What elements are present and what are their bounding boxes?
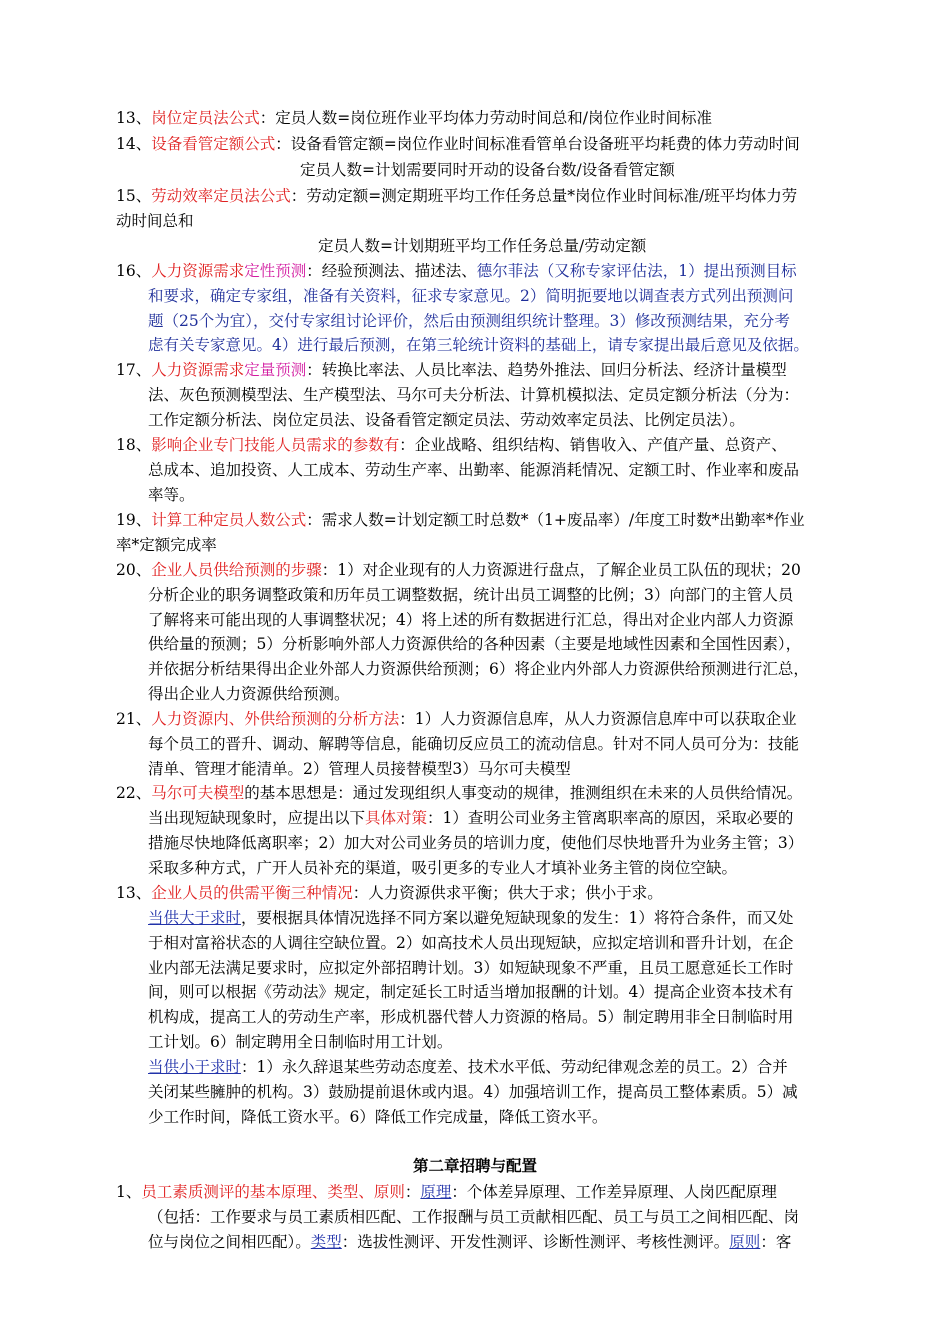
item-title: 人力资源需求 xyxy=(151,262,245,280)
item-title: 企业人员供给预测的步骤 xyxy=(151,561,322,579)
item-13b-line-1 xyxy=(116,882,663,904)
text-run: 当出现短缺现象时，应提出以下 xyxy=(148,809,366,827)
item-18-line-1 xyxy=(116,434,787,456)
item-number: 15、 xyxy=(116,187,152,205)
text-run: ：1）永久辞退某些劳动态度差、技术水平低、劳动纪律观念差的员工。2）合并 xyxy=(241,1058,788,1076)
item-title: 计算工种定员人数公式 xyxy=(151,511,307,529)
item-title: 影响企业专门技能人员需求的参数有 xyxy=(151,436,400,454)
item-title: 马尔可夫模型 xyxy=(151,784,245,802)
item-title: 劳动效率定员法公式 xyxy=(151,187,291,205)
ch2-item-1-line-1 xyxy=(116,1181,777,1203)
type-link[interactable]: 类型 xyxy=(310,1233,342,1251)
colon: ： xyxy=(259,109,276,127)
colon: ： xyxy=(306,361,322,379)
item-21-line-1 xyxy=(116,708,797,730)
item-17-line-1 xyxy=(116,359,787,381)
item-13-line-1 xyxy=(116,107,712,129)
text-run: ：客 xyxy=(760,1233,792,1251)
item-body: 企业战略、组织结构、销售收入、产值产量、总资产、 xyxy=(414,436,787,454)
item-18-line-3: 率等。 xyxy=(148,486,195,504)
item-20-line-1 xyxy=(116,559,801,581)
item-title-rest: 的基本思想是 xyxy=(244,784,338,802)
item-title-highlight: 定性预测 xyxy=(244,262,307,280)
item-body: 需求人数=计划定额工时总数*（1+废品率）/年度工时数*出勤率*作业 xyxy=(321,511,805,529)
item-number: 20、 xyxy=(116,561,152,579)
item-body: 1）人力资源信息库，从人力资源信息库中可以获取企业 xyxy=(414,710,797,728)
item-20-line-3: 了解将来可能出现的人事调整状况；4）将上述的所有数据进行汇总，得出对企业内部人力资源 xyxy=(148,611,794,629)
highlight-term: 具体对策 xyxy=(365,809,428,827)
item-14-line-1 xyxy=(116,133,800,155)
item-20-line-5: 并依据分析结果得出企业外部人力资源供给预测；6）将企业内外部人力资源供给预测进行汇总， xyxy=(148,660,809,678)
item-title: 员工素质测评的基本原理、类型、原则 xyxy=(141,1183,405,1201)
item-16-line-1 xyxy=(116,260,797,282)
item-body: 劳动定额=测定期班平均工作任务总量*岗位作业时间标准/班平均体力劳 xyxy=(306,187,798,205)
item-number: 22、 xyxy=(116,784,152,802)
item-number: 1、 xyxy=(116,1183,142,1201)
item-18-line-2: 总成本、追加投资、人工成本、劳动生产率、出勤率、能源消耗情况、定额工时、作业率和废品 xyxy=(148,461,800,479)
colon: ： xyxy=(275,135,291,153)
item-title: 岗位定员法公式 xyxy=(151,109,260,127)
item-21-line-3: 清单、管理才能清单。2）管理人员接替模型3）马尔可夫模型 xyxy=(148,760,571,778)
item-number: 18、 xyxy=(116,436,152,454)
supply-exceeds-demand-link[interactable]: 当供大于求时 xyxy=(148,909,242,927)
colon: ： xyxy=(306,511,322,529)
supply-exceeds-line-2: 于相对富裕状态的人调往空缺位置。2）如高技术人员出现短缺，应拟定培训和晋升计划，在企 xyxy=(148,934,794,952)
item-number: 13、 xyxy=(116,884,152,902)
item-16-line-2: 和要求，确定专家组，准备有关资料，征求专家意见。2）简明扼要地以调查表方式列出预测问 xyxy=(148,287,794,305)
text-run: ，要根据具体情况选择不同方案以避免短缺现象的发生：1）将符合条件，而又处 xyxy=(241,909,794,927)
item-22-line-1 xyxy=(116,782,802,804)
item-22-line-3: 措施尽快地降低离职率；2）加大对公司业务员的培训力度，使他们尽快地晋升为业务主管；3） xyxy=(148,834,804,852)
item-title: 设备看管定额公式 xyxy=(151,135,276,153)
chapter-heading: 第二章招聘与配置 xyxy=(412,1156,537,1175)
item-body-blue: 德尔菲法（又称专家评估法，1）提出预测目标 xyxy=(476,262,797,280)
item-15-line-1 xyxy=(116,185,797,207)
item-number: 19、 xyxy=(116,511,152,529)
item-title: 人力资源内、外供给预测的分析方法 xyxy=(151,710,400,728)
supply-exceeds-line-6: 工计划。6）制定聘用全日制临时用工计划。 xyxy=(148,1033,453,1051)
rule-link[interactable]: 原则 xyxy=(729,1233,761,1251)
item-19-line-1 xyxy=(116,509,805,531)
colon: ： xyxy=(321,561,338,579)
item-body: 通过发现组织人事变动的规律，推测组织在未来的人员供给情况。 xyxy=(352,784,803,802)
item-title-highlight: 定量预测 xyxy=(244,361,307,379)
ch2-item-1-line-3 xyxy=(148,1231,791,1253)
text-run: ：选拔性测评、开发性测评、诊断性测评、考核性测评。 xyxy=(341,1233,730,1251)
item-20-line-2: 分析企业的职务调整政策和历年员工调整数据，统计出员工调整的比例；3）向部门的主管人员 xyxy=(148,586,794,604)
item-body: 人力资源供求平衡；供大于求；供小于求。 xyxy=(368,884,663,902)
supply-short-line-1 xyxy=(148,1056,788,1078)
item-body: 转换比率法、人员比率法、趋势外推法、回归分析法、经济计量模型 xyxy=(321,361,787,379)
item-number: 17、 xyxy=(116,361,152,379)
item-21-line-2: 每个员工的晋升、调动、解聘等信息，能确切反应员工的流动信息。针对不同人员可分为：技能 xyxy=(148,735,800,753)
colon: ： xyxy=(352,884,369,902)
item-number: 21、 xyxy=(116,710,152,728)
item-16-line-3: 题（25个为宜），交付专家组讨论评价，然后由预测组织统计整理。3）修改预测结果，充分考 xyxy=(148,312,790,330)
item-number: 14、 xyxy=(116,135,152,153)
supply-short-line-2: 关闭某些臃肿的机构。3）鼓励提前退休或内退。4）加强培训工作，提高员工整体素质。5）减 xyxy=(148,1083,798,1101)
supply-exceeds-line-1 xyxy=(148,907,793,929)
item-17-line-2: 法、灰色预测模型法、生产模型法、马尔可夫分析法、计算机模拟法、定员定额分析法（分为： xyxy=(148,386,800,404)
item-title: 企业人员的供需平衡三种情况 xyxy=(151,884,353,902)
item-body: 经验预测法、描述法、 xyxy=(321,262,477,280)
item-20-line-6: 得出企业人力资源供给预测。 xyxy=(148,685,350,703)
supply-below-demand-link[interactable]: 当供小于求时 xyxy=(148,1058,242,1076)
item-15-line-2: 动时间总和 xyxy=(116,212,194,230)
colon: ： xyxy=(337,784,353,802)
item-number: 16、 xyxy=(116,262,152,280)
supply-short-line-3: 少工作时间，降低工资水平。6）降低工作完成量，降低工资水平。 xyxy=(148,1108,608,1126)
supply-exceeds-line-5: 机构成，提高工人的劳动生产率，形成机器代替人力资源的格局。5）制定聘用非全日制临时用 xyxy=(148,1008,794,1026)
principle-link[interactable]: 原理 xyxy=(420,1183,452,1201)
item-title: 人力资源需求 xyxy=(151,361,245,379)
item-22-line-4: 采取多种方式，广开人员补充的渠道，吸引更多的专业人才填补业务主管的岗位空缺。 xyxy=(148,859,738,877)
supply-exceeds-line-3: 业内部无法满足要求时，应拟定外部招聘计划。3）如短缺现象不严重，且员工愿意延长工作时 xyxy=(148,959,794,977)
colon: ： xyxy=(290,187,307,205)
item-body: 设备看管定额=岗位作业时间标准看管单台设备班平均耗费的体力劳动时间 xyxy=(290,135,800,153)
item-body: 定员人数=岗位班作业平均体力劳动时间总和/岗位作业时间标准 xyxy=(275,109,712,127)
text-run: ：个体差异原理、工作差异原理、人岗匹配原理 xyxy=(451,1183,777,1201)
text-run: ：1）查明公司业务主管离职率高的原因，采取必要的 xyxy=(427,809,794,827)
colon: ： xyxy=(404,1183,421,1201)
item-19-line-2: 率*定额完成率 xyxy=(116,536,217,554)
item-22-line-2 xyxy=(148,807,793,829)
ch2-item-1-line-2: （包括：工作要求与员工素质相匹配、工作报酬与员工贡献相匹配、员工与员工之间相匹配、岗 xyxy=(148,1208,800,1226)
item-20-line-4: 供给量的预测；5）分析影响外部人力资源供给的各种因素（主要是地域性因素和全国性因素）， xyxy=(148,635,802,653)
item-17-line-3: 工作定额分析法、岗位定员法、设备看管定额定员法、劳动效率定员法、比例定员法）。 xyxy=(148,411,745,429)
item-body: 1）对企业现有的人力资源进行盘点，了解企业员工队伍的现状；20 xyxy=(337,561,801,579)
item-14-line-2: 定员人数=计划需要同时开动的设备台数/设备看管定额 xyxy=(300,161,675,179)
item-16-line-4: 虑有关专家意见。4）进行最后预测，在第三轮统计资料的基础上，请专家提出最后意见及依据。 xyxy=(148,336,809,354)
item-number: 13、 xyxy=(116,109,152,127)
colon: ： xyxy=(306,262,322,280)
colon: ： xyxy=(399,436,415,454)
colon: ： xyxy=(399,710,415,728)
item-15-line-3: 定员人数=计划期班平均工作任务总量/劳动定额 xyxy=(318,237,647,255)
text-run: 位与岗位之间相匹配）。 xyxy=(148,1233,311,1251)
supply-exceeds-line-4: 间，则可以根据《劳动法》规定，制定延长工时适当增加报酬的计划。4）提高企业资本技术有 xyxy=(148,983,794,1001)
